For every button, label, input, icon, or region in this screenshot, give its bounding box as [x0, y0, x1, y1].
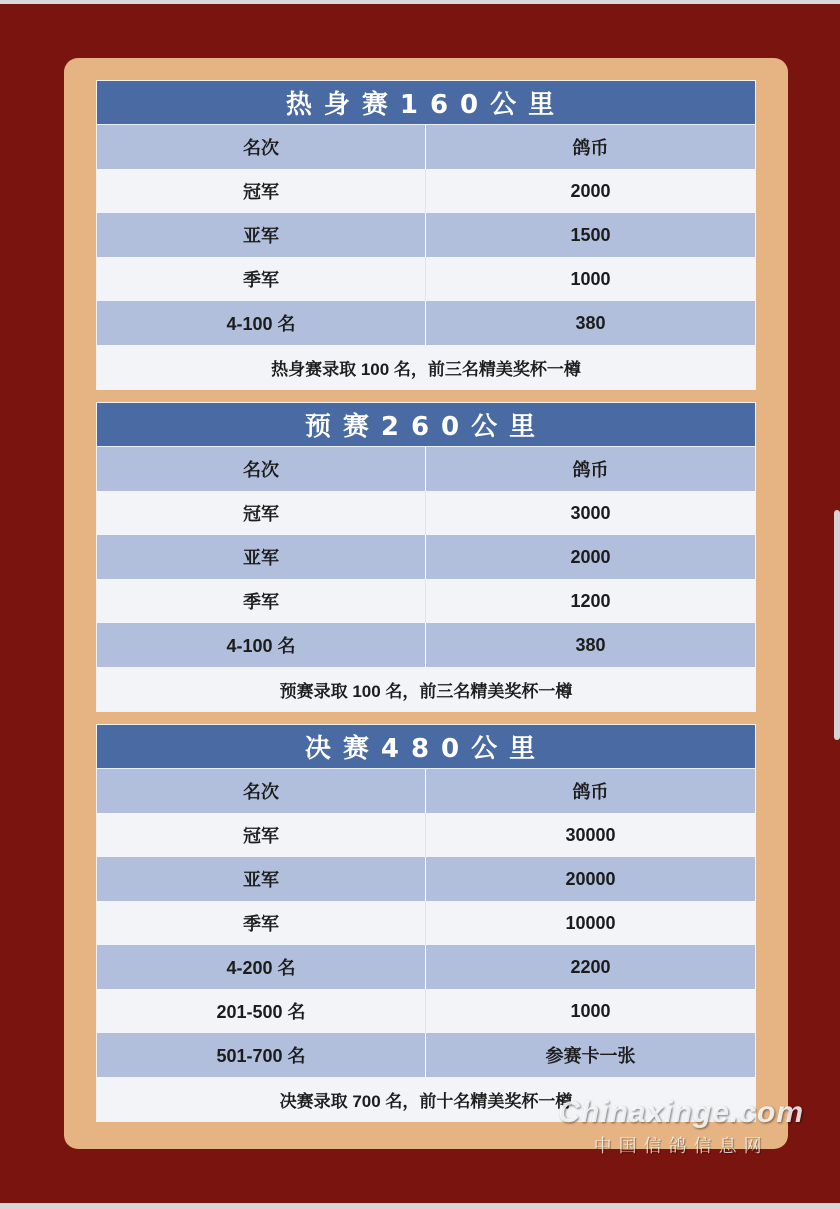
header-rank: 名次: [97, 769, 426, 813]
rank-cell: 4-100 名: [97, 623, 426, 667]
rank-cell: 4-100 名: [97, 301, 426, 345]
table-row: [97, 579, 755, 623]
prize-cell: 30000: [565, 824, 616, 845]
rank-cell: 亚军: [97, 857, 426, 901]
prize-cell: 2200: [570, 956, 611, 977]
watermark: [558, 1096, 804, 1158]
rank-cell: 4-200 名: [97, 945, 426, 989]
scrollbar[interactable]: [834, 510, 840, 740]
table-row: [97, 1033, 755, 1077]
rank-cell: 201-500 名: [97, 989, 426, 1033]
table-header-row: [97, 447, 755, 491]
header-rank: 名次: [97, 447, 426, 491]
prize-cell: 1000: [570, 1000, 611, 1021]
rank-cell: 季军: [97, 901, 426, 945]
section-title: 决赛480公里: [97, 725, 755, 769]
rank-cell: 冠军: [97, 813, 426, 857]
prize-cell: 3000: [570, 502, 611, 523]
table-row: [97, 213, 755, 257]
bottom-edge: [0, 1203, 840, 1209]
header-rank: 名次: [97, 125, 426, 169]
table-row: [97, 945, 755, 989]
header-prize: 鸽币: [572, 138, 609, 158]
prize-table-final: [96, 724, 756, 1122]
table-row: [97, 813, 755, 857]
prize-cell: 1200: [570, 590, 611, 611]
rank-cell: 季军: [97, 257, 426, 301]
table-header-row: [97, 125, 755, 169]
prize-cell: 380: [575, 634, 606, 655]
prize-cell: 1000: [570, 268, 611, 289]
top-edge: [0, 0, 840, 4]
table-row: [97, 169, 755, 213]
section-footer: 预赛录取 100 名，前三名精美奖杯一樽: [97, 667, 755, 711]
rank-cell: 亚军: [97, 213, 426, 257]
table-row: [97, 901, 755, 945]
table-row: [97, 491, 755, 535]
header-prize: 鸽币: [572, 782, 609, 802]
rank-cell: 亚军: [97, 535, 426, 579]
table-row: [97, 623, 755, 667]
table-row: [97, 257, 755, 301]
rank-cell: 冠军: [97, 491, 426, 535]
prize-cell: 2000: [570, 180, 611, 201]
prize-cell: 380: [575, 312, 606, 333]
prize-cell: 20000: [565, 868, 616, 889]
prize-cell: 10000: [565, 912, 616, 933]
prize-cell: 2000: [570, 546, 611, 567]
table-row: [97, 857, 755, 901]
section-footer: 决赛录取 700 名，前十名精美奖杯一樽: [97, 1077, 755, 1121]
section-footer: 热身赛录取 100 名，前三名精美奖杯一樽: [97, 345, 755, 389]
table-row: [97, 301, 755, 345]
table-row: [97, 989, 755, 1033]
watermark-subtitle: 中国信鸽信息网: [593, 1136, 769, 1156]
section-title: 预赛260公里: [97, 403, 755, 447]
rank-cell: 季军: [97, 579, 426, 623]
table-row: [97, 535, 755, 579]
rank-cell: 冠军: [97, 169, 426, 213]
header-prize: 鸽币: [572, 460, 609, 480]
prize-table-warmup: [96, 80, 756, 390]
watermark-brand: Chinaxinge.com: [558, 1096, 804, 1129]
prize-cell: 参赛卡一张: [545, 1046, 636, 1066]
prize-cell: 1500: [570, 224, 611, 245]
rank-cell: 501-700 名: [97, 1033, 426, 1077]
section-title: 热身赛160公里: [97, 81, 755, 125]
prize-table-preliminary: [96, 402, 756, 712]
table-header-row: [97, 769, 755, 813]
